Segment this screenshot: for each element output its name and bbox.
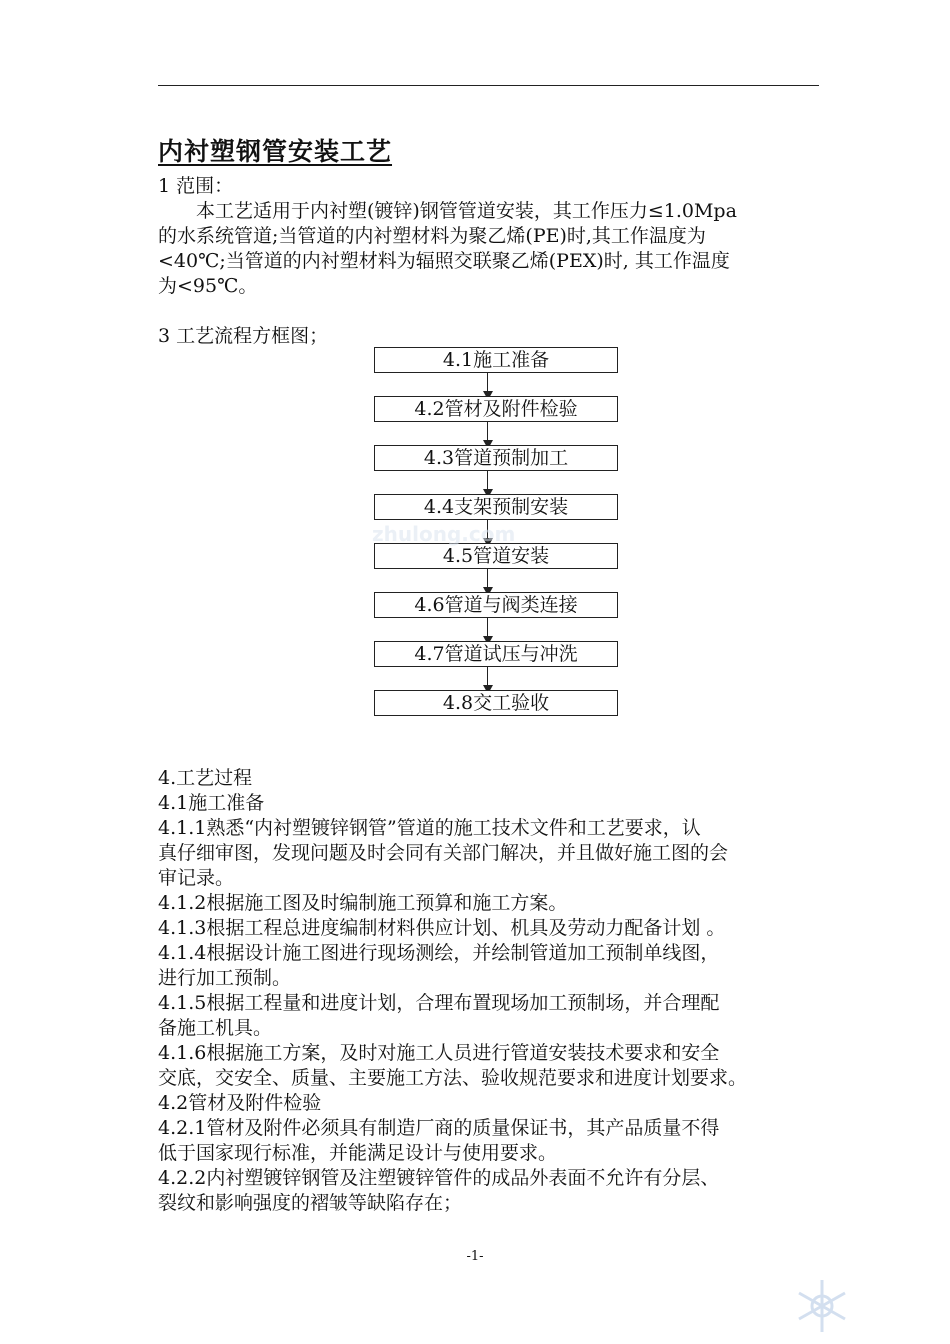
body-line: 进行加工预制。 bbox=[158, 967, 292, 989]
body-line: 真仔细审图，发现问题及时会同有关部门解决，并且做好施工图的会 bbox=[158, 842, 729, 864]
body-line: 交底，交安全、质量、主要施工方法、验收规范要求和进度计划要求。 bbox=[158, 1067, 748, 1089]
flow-step-box: 4.8交工验收 bbox=[374, 690, 618, 716]
header-rule bbox=[158, 85, 819, 86]
body-line: 裂纹和影响强度的褶皱等缺陷存在； bbox=[158, 1192, 463, 1214]
flow-step-box: 4.7管道试压与冲洗 bbox=[374, 641, 618, 667]
body-line: 4.1.3根据工程总进度编制材料供应计划、机具及劳动力配备计划 。 bbox=[158, 917, 726, 939]
body-line: 低于国家现行标准，并能满足设计与使用要求。 bbox=[158, 1142, 558, 1164]
scope-line: 为<95℃。 bbox=[158, 275, 258, 297]
body-line: 4.1.5根据工程量和进度计划，合理布置现场加工预制场，并合理配 bbox=[158, 992, 720, 1014]
body-line: 4.2.1管材及附件必须具有制造厂商的质量保证书，其产品质量不得 bbox=[158, 1117, 720, 1139]
watermark-snowflake-icon bbox=[792, 1276, 852, 1336]
scope-line: 本工艺适用于内衬塑(镀锌)钢管管道安装，其工作压力≤1.0Mpa bbox=[158, 200, 737, 222]
flow-step-box: 4.2管材及附件检验 bbox=[374, 396, 618, 422]
page-number: -1- bbox=[466, 1249, 484, 1264]
section-heading-flowchart: 3 工艺流程方框图； bbox=[158, 325, 329, 347]
watermark-text: zhulong.com bbox=[372, 522, 516, 546]
body-line: 备施工机具。 bbox=[158, 1017, 273, 1039]
body-line: 4.2.2内衬塑镀锌钢管及注塑镀锌管件的成品外表面不允许有分层、 bbox=[158, 1167, 720, 1189]
body-line: 4.1.2根据施工图及时编制施工预算和施工方案。 bbox=[158, 892, 568, 914]
flow-step-box: 4.5管道安装 bbox=[374, 543, 618, 569]
body-line: 4.1施工准备 bbox=[158, 792, 265, 814]
body-line: 4.1.4根据设计施工图进行现场测绘，并绘制管道加工预制单线图， bbox=[158, 942, 720, 964]
body-line: 4.1.6根据施工方案，及时对施工人员进行管道安装技术要求和安全 bbox=[158, 1042, 720, 1064]
flow-step-box: 4.4支架预制安装 bbox=[374, 494, 618, 520]
section-heading-scope: 1 范围： bbox=[158, 175, 234, 197]
flow-step-box: 4.6管道与阀类连接 bbox=[374, 592, 618, 618]
body-line: 4.2管材及附件检验 bbox=[158, 1092, 322, 1114]
scope-line: <40℃;当管道的内衬塑材料为辐照交联聚乙烯(PEX)时, 其工作温度 bbox=[158, 250, 730, 272]
flow-step-box: 4.1施工准备 bbox=[374, 347, 618, 373]
flow-step-box: 4.3管道预制加工 bbox=[374, 445, 618, 471]
document-title: 内衬塑钢管安装工艺 bbox=[158, 137, 393, 166]
body-line: 4.工艺过程 bbox=[158, 767, 253, 789]
scope-line: 的水系统管道;当管道的内衬塑材料为聚乙烯(PE)时,其工作温度为 bbox=[158, 225, 706, 247]
body-line: 审记录。 bbox=[158, 867, 235, 889]
body-line: 4.1.1熟悉“内衬塑镀锌钢管”管道的施工技术文件和工艺要求，认 bbox=[158, 817, 701, 839]
